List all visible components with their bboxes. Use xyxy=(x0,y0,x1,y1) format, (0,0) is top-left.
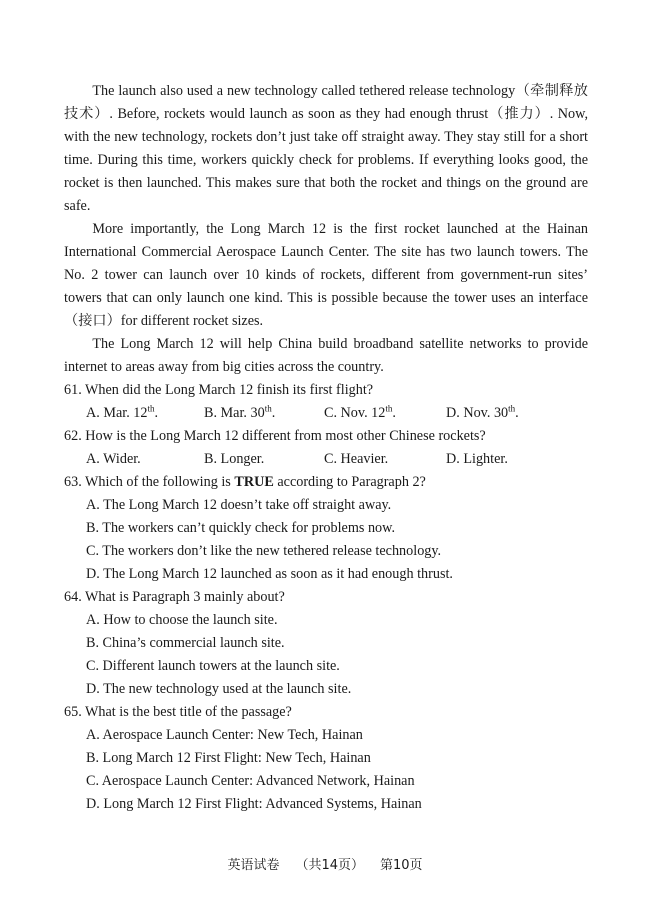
paragraph-4: The Long March 12 will help China build broadband satellite networks to provide internet to areas away from big cities across the country. xyxy=(64,336,588,375)
question-61-stem: 61. When did the Long March 12 finish its first flight? xyxy=(64,382,374,398)
question-62-stem: 62. How is the Long March 12 different from most other Chinese rockets? xyxy=(64,428,486,444)
option-64-d: D. The new technology used at the launch site. xyxy=(86,681,352,697)
page-footer xyxy=(0,854,650,873)
option-64-c: C. Different launch towers at the launch site. xyxy=(86,658,340,674)
option-63-a: A. The Long March 12 doesn’t take off straight away. xyxy=(86,497,392,513)
emphasis-true: TRUE xyxy=(234,474,274,490)
option-64-a: A. How to choose the launch site. xyxy=(86,612,278,628)
question-65-stem: 65. What is the best title of the passage? xyxy=(64,704,292,720)
paragraph-2: The launch also used a new technology called tethered release technology（牵制释放技术）. Before, rockets would launch as soon as they had enough thrust（推力）. Now, with the new technology, rockets don’t just take off straight away. They stay still for a short time. During this time, workers quickly check for problems. If everything looks good, the rocket is then launched. This makes sure that both the rocket and things on the ground are safe. xyxy=(64,83,588,214)
option-65-b: B. Long March 12 First Flight: New Tech, Hainan xyxy=(86,750,371,766)
option-63-b: B. The workers can’t quickly check for problems now. xyxy=(86,520,396,536)
footer-total-pages: （共14页） xyxy=(295,858,364,873)
option-61-b: B. Mar. 30th. xyxy=(204,403,276,421)
option-61-c: C. Nov. 12th. xyxy=(324,403,396,421)
question-62-options xyxy=(86,448,588,471)
option-62-a: A. Wider. xyxy=(86,451,141,467)
paragraph-3: More importantly, the Long March 12 is the first rocket launched at the Hainan International Commercial Aerospace Launch Center. The site has two launch towers. The No. 2 tower can launch over 10 kinds of rockets, different from government-run sites’ towers that can only launch one kind. This is possible because the tower uses an interface（接口）for different rocket sizes. xyxy=(64,221,588,329)
option-63-c: C. The workers don’t like the new tethered release technology. xyxy=(86,543,442,559)
option-62-d: D. Lighter. xyxy=(446,451,508,467)
option-65-a: A. Aerospace Launch Center: New Tech, Hainan xyxy=(86,727,363,743)
option-61-d: D. Nov. 30th. xyxy=(446,403,519,421)
question-61-options xyxy=(86,402,588,425)
question-63-stem: 63. Which of the following is TRUE according to Paragraph 2? xyxy=(64,474,426,490)
option-63-d: D. The Long March 12 launched as soon as it had enough thrust. xyxy=(86,566,453,582)
footer-subject: 英语试卷 xyxy=(227,858,280,873)
option-64-b: B. China’s commercial launch site. xyxy=(86,635,285,651)
option-65-d: D. Long March 12 First Flight: Advanced Systems, Hainan xyxy=(86,796,422,812)
question-64-stem: 64. What is Paragraph 3 mainly about? xyxy=(64,589,285,605)
option-62-b: B. Longer. xyxy=(204,451,265,467)
option-61-a: A. Mar. 12th. xyxy=(86,403,159,421)
option-62-c: C. Heavier. xyxy=(324,451,389,467)
footer-page-number: 第10页 xyxy=(380,858,423,873)
option-65-c: C. Aerospace Launch Center: Advanced Network, Hainan xyxy=(86,773,415,789)
exam-page xyxy=(64,80,588,816)
